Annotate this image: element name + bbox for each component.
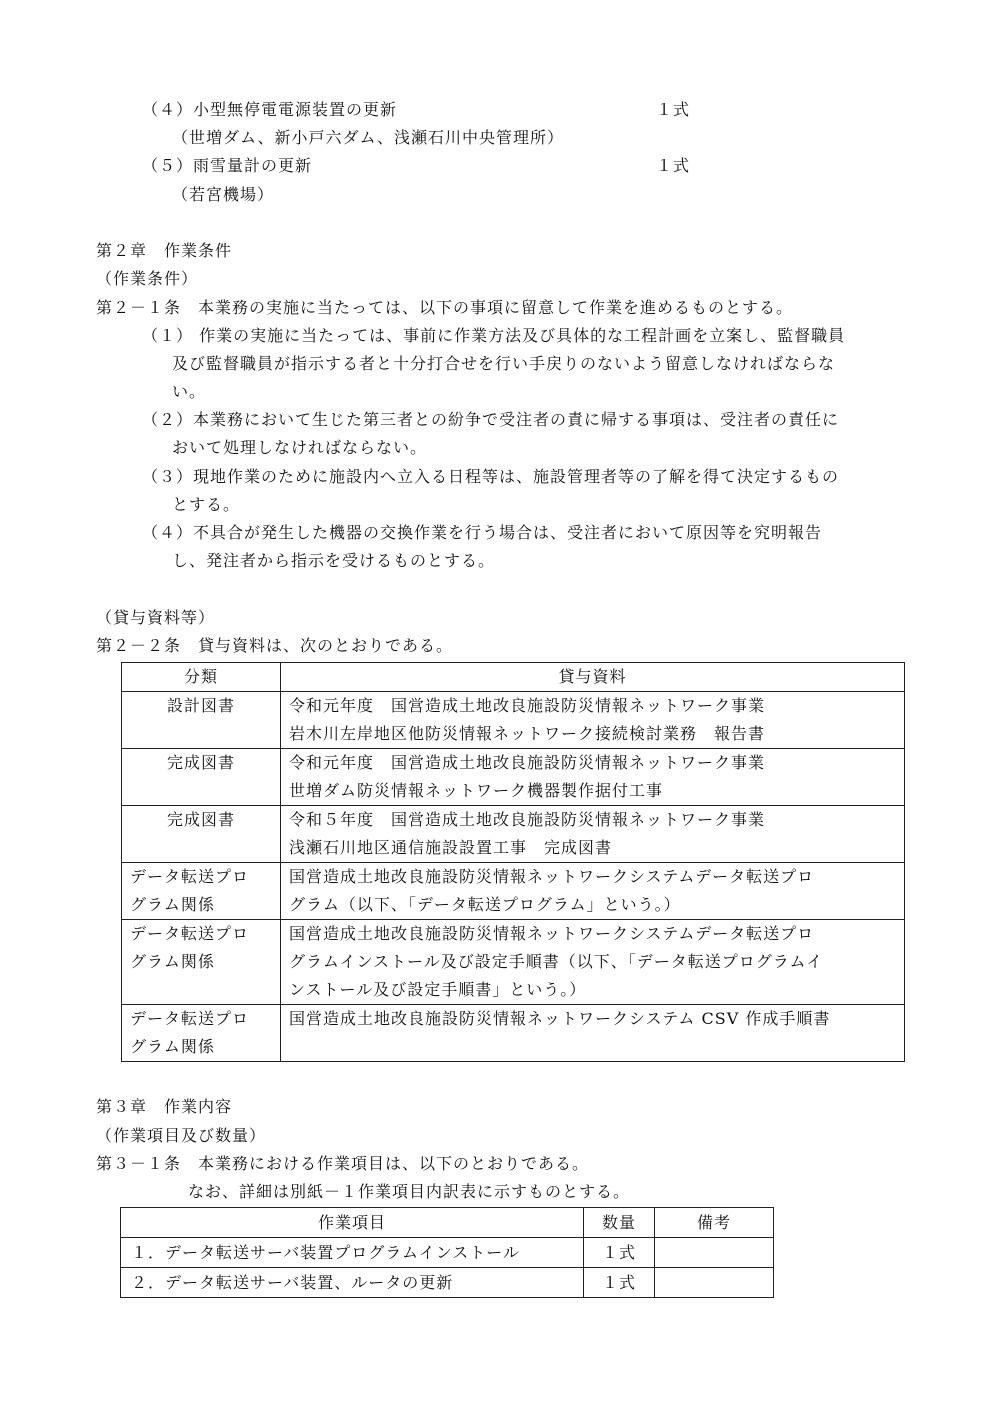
article-2-2: 第２－２条 貸与資料は、次のとおりである。 xyxy=(96,636,454,655)
section-heading-work-items: （作業項目及び数量） xyxy=(96,1126,267,1145)
row-3-doc-line-2: 浅瀬石川地区通信施設設置工事 完成図書 xyxy=(289,838,613,857)
row-6-category-line-2: グラム関係 xyxy=(130,1037,215,1056)
table-header-remarks: 備考 xyxy=(655,1208,774,1238)
para-1-line-3: い。 xyxy=(172,382,207,401)
para-1-line-1: （１） 作業の実施に当たっては、事前に作業方法及び具体的な工程計画を立案し、監督職員 xyxy=(142,326,846,345)
row-1-doc-line-2: 岩木川左岸地区他防災情報ネットワーク接続検討業務 報告書 xyxy=(289,724,766,743)
row-5-doc-line-1: 国営造成土地改良施設防災情報ネットワークシステムデータ転送プロ xyxy=(289,924,815,943)
table-header-work-item: 作業項目 xyxy=(121,1208,584,1238)
item-5-label: （５）雨雪量計の更新 xyxy=(142,156,313,175)
table-row xyxy=(121,1268,774,1298)
row-3-category: 完成図書 xyxy=(166,810,235,829)
row-5-category-line-2: グラム関係 xyxy=(130,952,215,971)
row-5-doc-line-3: ンストール及び設定手順書」という。） xyxy=(289,980,587,999)
para-3-line-1: （３）現地作業のために施設内へ立入る日程等は、施設管理者等の了解を得て決定するもの xyxy=(142,467,840,486)
row-4-category-line-2: グラム関係 xyxy=(130,895,215,914)
work-item-1-qty: １式 xyxy=(584,1238,655,1268)
item-5-sub: （若宮機場） xyxy=(172,185,275,204)
article-3-1: 第３－１条 本業務における作業項目は、以下のとおりである。 xyxy=(96,1154,590,1173)
para-4-line-1: （４）不具合が発生した機器の交換作業を行う場合は、受注者において原因等を究明報告 xyxy=(142,523,823,542)
table-header-quantity: 数量 xyxy=(584,1208,655,1238)
table-header-materials: 貸与資料 xyxy=(281,663,905,692)
article-3-1-note: なお、詳細は別紙－１作業項目内訳表に示すものとする。 xyxy=(188,1182,631,1201)
table-header-row xyxy=(122,663,905,692)
row-4-doc-line-2: グラム（以下、「データ転送プログラム」という。） xyxy=(289,895,681,914)
table-row xyxy=(122,863,905,920)
table-row xyxy=(122,920,905,1005)
item-5-qty: １式 xyxy=(656,156,691,175)
para-3-line-2: とする。 xyxy=(172,495,241,514)
section-heading-loan: （貸与資料等） xyxy=(96,608,216,627)
item-4-label: （４）小型無停電電源装置の更新 xyxy=(142,100,398,119)
work-item-1-remarks xyxy=(655,1238,774,1268)
item-4-sub: （世増ダム、新小戸六ダム、浅瀬石川中央管理所） xyxy=(172,128,564,147)
table-header-row xyxy=(121,1208,774,1238)
row-4-category-line-1: データ転送プロ xyxy=(130,867,250,886)
para-1-line-2: 及び監督職員が指示する者と十分打合せを行い手戻りのないよう留意しなければならな xyxy=(172,354,836,373)
work-item-2: ２．データ転送サーバ装置、ルータの更新 xyxy=(121,1268,584,1298)
work-item-2-remarks xyxy=(655,1268,774,1298)
loan-materials-table xyxy=(121,662,905,1062)
row-2-doc-line-1: 令和元年度 国営造成土地改良施設防災情報ネットワーク事業 xyxy=(289,753,766,772)
row-1-category: 設計図書 xyxy=(166,696,235,715)
row-6-category-line-1: データ転送プロ xyxy=(130,1009,250,1028)
row-5-category-line-1: データ転送プロ xyxy=(130,924,250,943)
work-items-table xyxy=(120,1207,774,1298)
work-item-2-qty: １式 xyxy=(584,1268,655,1298)
article-2-1: 第２－１条 本業務の実施に当たっては、以下の事項に留意して作業を進めるものとする。 xyxy=(96,298,794,317)
row-3-doc-line-1: 令和５年度 国営造成土地改良施設防災情報ネットワーク事業 xyxy=(289,810,766,829)
row-4-doc-line-1: 国営造成土地改良施設防災情報ネットワークシステムデータ転送プロ xyxy=(289,867,815,886)
row-5-doc-line-2: グラムインストール及び設定手順書（以下、「データ転送プログラムイ xyxy=(289,952,824,971)
work-item-1: １．データ転送サーバ装置プログラムインストール xyxy=(121,1238,584,1268)
para-4-line-2: し、発注者から指示を受けるものとする。 xyxy=(172,551,496,570)
table-row xyxy=(121,1238,774,1268)
item-4-qty: １式 xyxy=(656,100,691,119)
table-row xyxy=(122,749,905,806)
table-header-category: 分類 xyxy=(122,663,281,692)
chapter-2-title: 第２章 作業条件 xyxy=(96,241,233,260)
para-2-line-2: おいて処理しなければならない。 xyxy=(172,438,428,457)
row-1-doc-line-1: 令和元年度 国営造成土地改良施設防災情報ネットワーク事業 xyxy=(289,696,766,715)
table-row xyxy=(122,806,905,863)
section-heading-conditions: （作業条件） xyxy=(96,269,199,288)
row-6-doc-line-1: 国営造成土地改良施設防災情報ネットワークシステム CSV 作成手順書 xyxy=(289,1009,831,1028)
para-2-line-1: （２）本業務において生じた第三者との紛争で受注者の責に帰する事項は、受注者の責任に xyxy=(142,410,840,429)
row-2-doc-line-2: 世増ダム防災情報ネットワーク機器製作据付工事 xyxy=(289,781,664,800)
chapter-3-title: 第３章 作業内容 xyxy=(96,1097,233,1116)
table-row xyxy=(122,692,905,749)
row-2-category: 完成図書 xyxy=(166,753,235,772)
table-row xyxy=(122,1005,905,1062)
